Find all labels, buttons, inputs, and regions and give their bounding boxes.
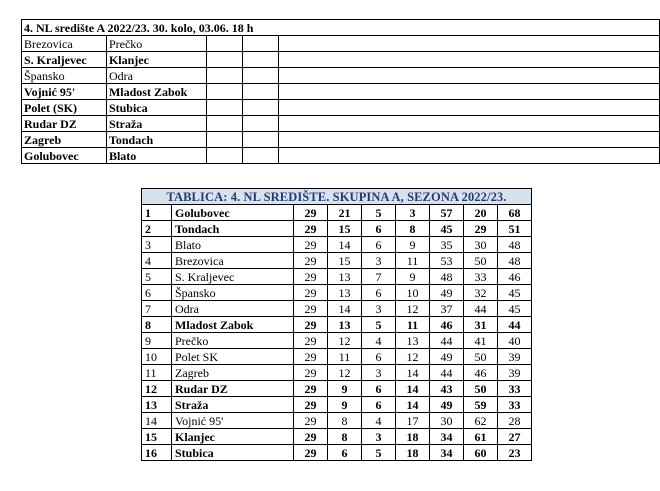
- losses: 18: [396, 445, 430, 461]
- draws: 5: [362, 317, 396, 333]
- home-team: Vojnić 95': [22, 84, 107, 100]
- played: 29: [294, 221, 328, 237]
- fixtures-table: [21, 19, 660, 164]
- standings-title: TABLICA: 4. NL SREDIŠTE. SKUPINA A, SEZONA 2022/23.: [142, 189, 532, 205]
- match-note: [278, 132, 659, 148]
- points: 40: [498, 333, 532, 349]
- wins: 12: [328, 333, 362, 349]
- points: 46: [498, 269, 532, 285]
- goals-against: 44: [464, 301, 498, 317]
- losses: 9: [396, 237, 430, 253]
- goals-against: 50: [464, 349, 498, 365]
- goals-for: 53: [430, 253, 464, 269]
- wins: 13: [328, 317, 362, 333]
- goals-for: 35: [430, 237, 464, 253]
- draws: 6: [362, 221, 396, 237]
- goals-against: 33: [464, 269, 498, 285]
- draws: 6: [362, 285, 396, 301]
- draws: 6: [362, 237, 396, 253]
- points: 27: [498, 429, 532, 445]
- position: 4: [142, 253, 172, 269]
- standings-row: [142, 269, 532, 285]
- wins: 9: [328, 397, 362, 413]
- away-team: Mladost Zabok: [106, 84, 206, 100]
- wins: 8: [328, 413, 362, 429]
- played: 29: [294, 413, 328, 429]
- played: 29: [294, 317, 328, 333]
- standings-row: [142, 429, 532, 445]
- fixture-row: [22, 132, 660, 148]
- losses: 12: [396, 301, 430, 317]
- home-score: [206, 36, 242, 52]
- standings-row: [142, 397, 532, 413]
- losses: 13: [396, 333, 430, 349]
- goals-against: 30: [464, 237, 498, 253]
- losses: 12: [396, 349, 430, 365]
- goals-against: 20: [464, 205, 498, 221]
- played: 29: [294, 445, 328, 461]
- team-name: Tondach: [172, 221, 294, 237]
- points: 44: [498, 317, 532, 333]
- team-name: Špansko: [172, 285, 294, 301]
- played: 29: [294, 269, 328, 285]
- wins: 6: [328, 445, 362, 461]
- wins: 14: [328, 237, 362, 253]
- home-team: Polet (SK): [22, 100, 107, 116]
- position: 5: [142, 269, 172, 285]
- away-score: [242, 84, 278, 100]
- goals-for: 44: [430, 333, 464, 349]
- played: 29: [294, 429, 328, 445]
- team-name: Golubovec: [172, 205, 294, 221]
- team-name: Rudar DZ: [172, 381, 294, 397]
- losses: 9: [396, 269, 430, 285]
- goals-against: 32: [464, 285, 498, 301]
- draws: 7: [362, 269, 396, 285]
- standings-row: [142, 413, 532, 429]
- losses: 11: [396, 317, 430, 333]
- away-score: [242, 36, 278, 52]
- home-score: [206, 52, 242, 68]
- goals-against: 46: [464, 365, 498, 381]
- home-score: [206, 68, 242, 84]
- position: 14: [142, 413, 172, 429]
- team-name: S. Kraljevec: [172, 269, 294, 285]
- played: 29: [294, 237, 328, 253]
- fixtures-header: 4. NL središte A 2022/23. 30. kolo, 03.06. 18 h: [22, 20, 660, 36]
- goals-for: 49: [430, 397, 464, 413]
- team-name: Odra: [172, 301, 294, 317]
- standings-row: [142, 205, 532, 221]
- goals-against: 59: [464, 397, 498, 413]
- match-note: [278, 68, 659, 84]
- goals-for: 43: [430, 381, 464, 397]
- position: 10: [142, 349, 172, 365]
- position: 3: [142, 237, 172, 253]
- away-team: Tondach: [106, 132, 206, 148]
- team-name: Blato: [172, 237, 294, 253]
- fixture-row: [22, 148, 660, 164]
- position: 15: [142, 429, 172, 445]
- match-note: [278, 148, 659, 164]
- points: 48: [498, 253, 532, 269]
- team-name: Zagreb: [172, 365, 294, 381]
- goals-for: 44: [430, 365, 464, 381]
- goals-against: 62: [464, 413, 498, 429]
- home-team: Rudar DZ: [22, 116, 107, 132]
- away-score: [242, 132, 278, 148]
- standings-row: [142, 285, 532, 301]
- losses: 11: [396, 253, 430, 269]
- fixture-row: [22, 36, 660, 52]
- standings-row: [142, 237, 532, 253]
- away-team: Straža: [106, 116, 206, 132]
- away-score: [242, 68, 278, 84]
- goals-for: 30: [430, 413, 464, 429]
- team-name: Vojnić 95': [172, 413, 294, 429]
- home-score: [206, 116, 242, 132]
- wins: 8: [328, 429, 362, 445]
- match-note: [278, 36, 659, 52]
- losses: 17: [396, 413, 430, 429]
- away-team: Klanjec: [106, 52, 206, 68]
- standings-row: [142, 445, 532, 461]
- draws: 6: [362, 349, 396, 365]
- points: 33: [498, 397, 532, 413]
- played: 29: [294, 333, 328, 349]
- position: 12: [142, 381, 172, 397]
- played: 29: [294, 397, 328, 413]
- goals-for: 45: [430, 221, 464, 237]
- goals-against: 50: [464, 253, 498, 269]
- points: 51: [498, 221, 532, 237]
- standings-row: [142, 365, 532, 381]
- losses: 10: [396, 285, 430, 301]
- match-note: [278, 52, 659, 68]
- home-team: Zagreb: [22, 132, 107, 148]
- home-score: [206, 148, 242, 164]
- goals-for: 37: [430, 301, 464, 317]
- position: 8: [142, 317, 172, 333]
- home-team: Špansko: [22, 68, 107, 84]
- points: 33: [498, 381, 532, 397]
- away-team: Prečko: [106, 36, 206, 52]
- standings-row: [142, 317, 532, 333]
- standings-row: [142, 221, 532, 237]
- wins: 12: [328, 365, 362, 381]
- match-note: [278, 100, 659, 116]
- wins: 13: [328, 269, 362, 285]
- fixtures-header-row: [22, 20, 660, 36]
- away-team: Blato: [106, 148, 206, 164]
- team-name: Mladost Zabok: [172, 317, 294, 333]
- goals-for: 49: [430, 285, 464, 301]
- points: 45: [498, 285, 532, 301]
- fixture-row: [22, 100, 660, 116]
- draws: 6: [362, 381, 396, 397]
- team-name: Stubica: [172, 445, 294, 461]
- goals-for: 34: [430, 429, 464, 445]
- goals-against: 60: [464, 445, 498, 461]
- goals-against: 41: [464, 333, 498, 349]
- draws: 4: [362, 413, 396, 429]
- fixture-row: [22, 52, 660, 68]
- position: 16: [142, 445, 172, 461]
- points: 68: [498, 205, 532, 221]
- wins: 11: [328, 349, 362, 365]
- wins: 13: [328, 285, 362, 301]
- standings-row: [142, 253, 532, 269]
- played: 29: [294, 301, 328, 317]
- goals-against: 50: [464, 381, 498, 397]
- position: 6: [142, 285, 172, 301]
- team-name: Klanjec: [172, 429, 294, 445]
- position: 1: [142, 205, 172, 221]
- team-name: Prečko: [172, 333, 294, 349]
- standings-row: [142, 381, 532, 397]
- played: 29: [294, 381, 328, 397]
- draws: 5: [362, 205, 396, 221]
- wins: 21: [328, 205, 362, 221]
- standings-row: [142, 333, 532, 349]
- points: 48: [498, 237, 532, 253]
- played: 29: [294, 205, 328, 221]
- goals-against: 61: [464, 429, 498, 445]
- points: 28: [498, 413, 532, 429]
- losses: 14: [396, 381, 430, 397]
- losses: 3: [396, 205, 430, 221]
- home-score: [206, 100, 242, 116]
- losses: 8: [396, 221, 430, 237]
- position: 13: [142, 397, 172, 413]
- away-score: [242, 116, 278, 132]
- home-score: [206, 132, 242, 148]
- position: 2: [142, 221, 172, 237]
- fixture-row: [22, 116, 660, 132]
- team-name: Polet SK: [172, 349, 294, 365]
- team-name: Brezovica: [172, 253, 294, 269]
- goals-for: 48: [430, 269, 464, 285]
- wins: 15: [328, 221, 362, 237]
- losses: 14: [396, 397, 430, 413]
- losses: 14: [396, 365, 430, 381]
- points: 39: [498, 349, 532, 365]
- draws: 6: [362, 397, 396, 413]
- points: 45: [498, 301, 532, 317]
- losses: 18: [396, 429, 430, 445]
- team-name: Straža: [172, 397, 294, 413]
- played: 29: [294, 349, 328, 365]
- draws: 3: [362, 429, 396, 445]
- home-team: Golubovec: [22, 148, 107, 164]
- draws: 3: [362, 301, 396, 317]
- standings-row: [142, 349, 532, 365]
- standings-title-row: [142, 189, 532, 205]
- played: 29: [294, 285, 328, 301]
- wins: 9: [328, 381, 362, 397]
- goals-for: 46: [430, 317, 464, 333]
- standings-row: [142, 301, 532, 317]
- goals-against: 29: [464, 221, 498, 237]
- away-score: [242, 148, 278, 164]
- draws: 4: [362, 333, 396, 349]
- points: 23: [498, 445, 532, 461]
- draws: 5: [362, 445, 396, 461]
- home-team: Brezovica: [22, 36, 107, 52]
- match-note: [278, 116, 659, 132]
- fixture-row: [22, 84, 660, 100]
- points: 39: [498, 365, 532, 381]
- wins: 15: [328, 253, 362, 269]
- draws: 3: [362, 253, 396, 269]
- home-score: [206, 84, 242, 100]
- away-team: Odra: [106, 68, 206, 84]
- fixture-row: [22, 68, 660, 84]
- position: 7: [142, 301, 172, 317]
- position: 11: [142, 365, 172, 381]
- played: 29: [294, 253, 328, 269]
- standings-table: [141, 188, 532, 461]
- goals-against: 31: [464, 317, 498, 333]
- draws: 3: [362, 365, 396, 381]
- home-team: S. Kraljevec: [22, 52, 107, 68]
- goals-for: 57: [430, 205, 464, 221]
- goals-for: 34: [430, 445, 464, 461]
- away-team: Stubica: [106, 100, 206, 116]
- match-note: [278, 84, 659, 100]
- wins: 14: [328, 301, 362, 317]
- position: 9: [142, 333, 172, 349]
- away-score: [242, 52, 278, 68]
- away-score: [242, 100, 278, 116]
- played: 29: [294, 365, 328, 381]
- goals-for: 49: [430, 349, 464, 365]
